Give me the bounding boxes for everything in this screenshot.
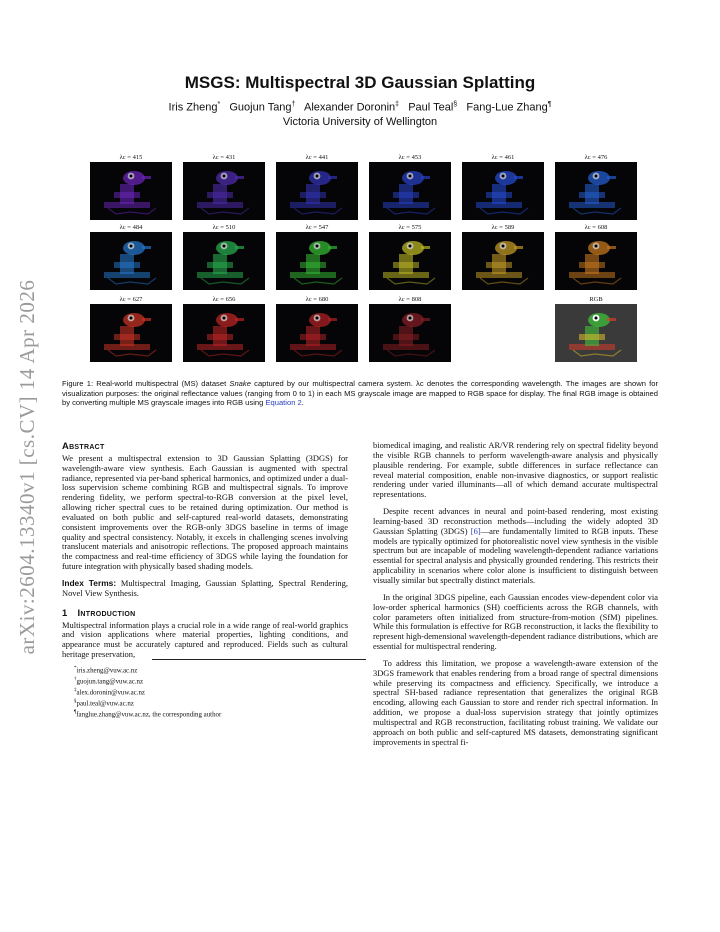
index-terms-text: Multispectral Imaging, Gaussian Splatting, Spectral Rendering, Novel View Synthesis. <box>62 577 348 598</box>
panel-image <box>555 304 637 362</box>
arxiv-identifier-stamp: arXiv:2604.13340v1 [cs.CV] 14 Apr 2026 <box>15 279 39 655</box>
intro-paragraph: To address this limitation, we propose a wavelength-aware extension of the 3DGS framework that enables rendering from a broad range of spectral dimensions while preserving its compactness and efficiency. Specifically, we introduce a spectral SH-based radiance representation that generalizes the original RGB encoding, allowing each Gaussian to store and render rich spectral information. In addition, we propose a dual-loss supervision strategy that jointly optimizes multispectral and RGB reconstruction, facilitating robust training. We validate our approach on both public and self-captured MS datasets, demonstrating significant improvements in spectral fi- <box>373 657 658 747</box>
panel-image <box>276 304 358 362</box>
author-name: Paul Teal <box>408 101 454 114</box>
footnote <box>62 676 348 687</box>
panel-label: λc = 589 <box>491 224 515 231</box>
author-name: Fang-Lue Zhang <box>466 101 548 114</box>
panel-label: λc = 476 <box>584 154 608 161</box>
intro-paragraph: Multispectral information plays a crucial role in a wide range of real-world graphics and vision applications where material properties, lighting conditions, and appearance must be accurately captured and reproduced. Fields such as cultural heritage preservation, <box>62 619 348 660</box>
author-name: Iris Zheng <box>168 101 218 114</box>
footnote-email: alex.doronin@vuw.ac.nz <box>76 689 145 697</box>
panel-image <box>369 162 451 220</box>
panel-label: λc = 461 <box>491 154 515 161</box>
panel-image <box>276 162 358 220</box>
spectral-band-panel <box>369 295 451 362</box>
paragraph-text: Despite recent advances in neural and point-based rendering, most existing learning-based 3D reconstruction methods—including the widely adopted 3D Gaussian Splatting (3DGS) <box>373 506 658 536</box>
footnote-email: paul.teal@vuw.ac.nz <box>76 700 134 708</box>
intro-paragraph <box>373 507 658 586</box>
footnote <box>62 665 348 676</box>
panel-label: λc = 680 <box>305 296 329 303</box>
panel-label: λc = 431 <box>212 154 236 161</box>
panel-image <box>276 232 358 290</box>
footnote <box>62 698 348 709</box>
panel-label: RGB <box>589 296 603 303</box>
footnote-mark: * <box>74 666 77 671</box>
index-terms-label: Index Terms: <box>62 577 117 588</box>
panel-label: λc = 808 <box>398 296 422 303</box>
abstract-heading: Abstract <box>62 440 105 451</box>
panel-image <box>462 232 544 290</box>
panel-label: λc = 453 <box>398 154 422 161</box>
spectral-band-panel <box>369 153 451 220</box>
footnote-mark: † <box>74 677 77 683</box>
panel-image <box>183 232 265 290</box>
spectral-band-panel <box>462 153 544 220</box>
panel-label: λc = 510 <box>212 224 236 231</box>
right-column <box>373 441 658 747</box>
abstract-text: We present a multispectral extension to 3D Gaussian Splatting (3DGS) for wavelength-aware view synthesis. Each Gaussian is augmented with spectral radiance, represented via per-band spherical harmonics, and optimized under a dual-loss supervision scheme combining RGB and multispectral signals. To improve rendering fidelity, we perform spectral-to-RGB conversion at the pixel level, allowing richer spectral cues to be retained during optimization. Our method is evaluated on both public and self-captured real-world datasets, demonstrating consistent improvements over the RGB-only 3DGS baseline in terms of image quality and spectral consistency. Notably, it excels in challenging scenes involving translucent materials and anisotropic reflections. The proposed approach maintains the compactness and real-time efficiency of 3DGS while laying the foundation for future integration with physically based shading models. <box>62 452 348 572</box>
figure-caption <box>62 379 658 408</box>
footnote-mark: § <box>74 699 77 705</box>
author-name: Alexander Doronin <box>304 101 396 114</box>
multispectral-figure <box>90 153 635 373</box>
panel-image <box>183 162 265 220</box>
spectral-band-panel <box>276 223 358 290</box>
footnote <box>62 687 348 698</box>
panel-label: λc = 547 <box>305 224 329 231</box>
index-terms <box>62 579 348 599</box>
spectral-band-panel <box>462 223 544 290</box>
caption-dataset-name: Snake <box>229 379 251 388</box>
footnote-mark: ‡ <box>74 688 77 694</box>
section-title: Introduction <box>77 606 136 618</box>
panel-label: λc = 441 <box>305 154 329 161</box>
spectral-band-panel <box>183 295 265 362</box>
caption-text: . <box>301 398 304 408</box>
paragraph-text: —are fundamentally limited to RGB inputs. These models are typically optimized for photorealistic novel view synthesis in the visible spectrum but are incapable of modeling wavelength-dependent radiance variations essential for spectral analysis and physically grounded rendering. This restricts their applicability in scenarios where color alone is insufficient to distinguish between visually similar but spectrally distinct materials. <box>373 525 658 585</box>
footnote-email: fanglue.zhang@vuw.ac.nz, the corresponding author <box>76 711 222 719</box>
footnote-mark: ¶ <box>74 710 77 716</box>
spectral-band-panel <box>90 223 172 290</box>
panel-label: λc = 656 <box>212 296 236 303</box>
panel-label: λc = 575 <box>398 224 422 231</box>
spectral-band-panel <box>555 153 637 220</box>
author-mark: ¶ <box>547 101 552 108</box>
equation-link[interactable]: Equation 2 <box>265 398 302 408</box>
citation-link[interactable]: [6] <box>470 525 481 536</box>
paper-title: MSGS: Multispectral 3D Gaussian Splatting <box>184 73 536 92</box>
panel-image <box>555 162 637 220</box>
panel-image <box>462 162 544 220</box>
panel-image <box>555 232 637 290</box>
caption-text: captured by our multispectral camera system. λc denotes the corresponding wavelength. The images are shown for visualization purposes: the original reflectance values (ranging from 0 to 1) in each MS grayscale image are mapped to RGB space for display. The final RGB image is obtained by converting multiple MS grayscale images into RGB using <box>62 379 658 408</box>
author-mark: * <box>217 101 221 108</box>
author-name: Guojun Tang <box>229 101 292 114</box>
panel-label: λc = 627 <box>119 296 143 303</box>
footnotes <box>62 659 348 720</box>
spectral-band-panel <box>276 153 358 220</box>
panel-image <box>90 232 172 290</box>
intro-paragraph: biomedical imaging, and realistic AR/VR rendering rely on spectral fidelity beyond the visible RGB channels to perform wavelength-aware analysis and physically plausible rendering. For example, subtle differences in surface reflectance can reveal material composition, enable non-invasive diagnostics, or support realistic rendering under varied illuminants—all of which demand accurate multispectral representations. <box>373 440 658 500</box>
spectral-band-panel <box>183 223 265 290</box>
author-mark: § <box>453 101 458 108</box>
caption-text: Figure 1: Real-world multispectral (MS) dataset <box>62 379 230 388</box>
panel-image <box>90 304 172 362</box>
panel-label: λc = 608 <box>584 224 608 231</box>
affiliation: Victoria University of Wellington <box>282 116 438 128</box>
author-list <box>60 101 660 114</box>
spectral-band-panel <box>90 153 172 220</box>
author-mark: ‡ <box>395 101 400 108</box>
spectral-band-panel <box>183 153 265 220</box>
spectral-band-panel <box>90 295 172 362</box>
panel-image <box>369 232 451 290</box>
left-column <box>62 441 348 660</box>
spectral-band-panel <box>555 223 637 290</box>
spectral-band-panel <box>369 223 451 290</box>
panel-image <box>183 304 265 362</box>
rgb-composite-panel <box>555 295 637 362</box>
footnote-rule <box>152 659 366 660</box>
section-number: 1 <box>62 606 68 618</box>
panel-label: λc = 484 <box>119 224 143 231</box>
footnote-email: iris.zheng@vuw.ac.nz <box>76 667 138 675</box>
panel-label: λc = 415 <box>119 154 143 161</box>
intro-paragraph: In the original 3DGS pipeline, each Gaussian encodes view-dependent color via low-order spherical harmonics (SH) coefficients across the RGB channels, with color parameters often initialized from structure-from-motion (SfM) pipelines. While this formulation is effective for RGB reconstruction, it lacks the flexibility to represent high-demensional wavelength-dependent radiance distributions, which are essential for multispectral rendering. <box>373 591 658 652</box>
section-heading-introduction <box>62 608 348 618</box>
spectral-band-panel <box>276 295 358 362</box>
panel-image <box>90 162 172 220</box>
author-mark: † <box>291 101 296 108</box>
footnote <box>62 709 348 720</box>
footnote-email: guojun.tang@vuw.ac.nz <box>76 678 144 686</box>
panel-image <box>369 304 451 362</box>
